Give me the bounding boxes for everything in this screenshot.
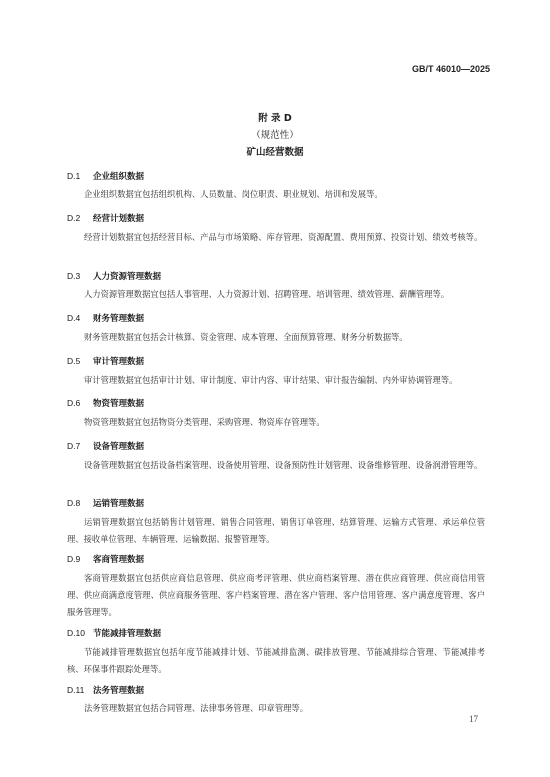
- section-body: 运销管理数据宜包括销售计划管理、销售合同管理、销售订单管理、结算管理、运输方式管理、承运单位管理、接收单位管理、车辆管理、运输数据、报警管理等。: [67, 517, 485, 544]
- standard-code: GB/T 46010—2025: [411, 64, 490, 74]
- section-title: 法务管理数据: [93, 686, 145, 696]
- section-title: 人力资源管理数据: [93, 272, 162, 282]
- section-body: 物资管理数据宜包括物资分类管理、采购管理、物资库存管理等。: [84, 417, 325, 427]
- section-number: D.7: [67, 441, 81, 451]
- section-number: D.9: [67, 554, 81, 564]
- section-title: 客商管理数据: [93, 555, 145, 565]
- section-number: D.2: [67, 213, 81, 223]
- section-heading: [67, 684, 144, 696]
- section-body: 客商管理数据宜包括供应商信息管理、供应商考评管理、供应商档案管理、潜在供应商管理、供应商信用管理、供应商满意度管理、供应商服务管理、客户档案管理、潜在客户管理、客户信用管理、客户满意度管理、客户服务管理等。: [67, 573, 485, 617]
- section-title: 节能减排管理数据: [93, 629, 162, 639]
- section-title: 运销管理数据: [93, 499, 145, 509]
- section-title: 企业组织数据: [93, 172, 145, 182]
- section-heading: [67, 397, 144, 409]
- annex-label: 附 录 D: [258, 113, 292, 124]
- section-title: 设备管理数据: [93, 442, 145, 452]
- section-body: 人力资源管理数据宜包括人事管理、人力资源计划、招聘管理、培训管理、绩效管理、薪酬管理等。: [84, 289, 450, 299]
- section-number: D.8: [67, 498, 81, 508]
- section-heading: [67, 312, 144, 324]
- section-heading: [67, 497, 144, 509]
- section-heading: [67, 553, 144, 565]
- section-body: 设备管理数据宜包括设备档案管理、设备使用管理、设备预防性计划管理、设备维修管理、设备润滑管理等。: [84, 460, 483, 470]
- section-number: D.3: [67, 271, 81, 281]
- section-heading: [67, 270, 161, 282]
- section-number: D.5: [67, 356, 81, 366]
- section-body: 节能减排管理数据宜包括年度节能减排计划、节能减排监测、碳排放管理、节能减排综合管理、节能减排考核、环保事件跟踪处理等。: [67, 647, 485, 674]
- section-body: 经营计划数据宜包括经营目标、产品与市场策略、库存管理、资源配置、费用预算、投资计划、绩效考核等。: [84, 232, 483, 242]
- section-title: 物资管理数据: [93, 399, 145, 409]
- page-number: 17: [469, 714, 478, 724]
- section-heading: [67, 212, 144, 224]
- section-heading: [67, 170, 144, 182]
- section-title: 经营计划数据: [93, 214, 145, 224]
- section-body: 法务管理数据宜包括合同管理、法律事务管理、印章管理等。: [84, 703, 309, 713]
- section-body: 审计管理数据宜包括审计计划、审计制度、审计内容、审计结果、审计报告编制、内外审协调管理等。: [84, 375, 458, 385]
- section-number: D.4: [67, 313, 81, 323]
- section-number: D.10: [67, 628, 85, 638]
- section-title: 财务管理数据: [93, 314, 145, 324]
- section-heading: [67, 440, 144, 452]
- section-heading: [67, 355, 144, 367]
- section-number: D.6: [67, 398, 81, 408]
- section-title: 审计管理数据: [93, 357, 145, 367]
- annex-title: 矿山经营数据: [246, 147, 304, 158]
- section-heading: [67, 627, 161, 639]
- section-number: D.1: [67, 171, 81, 181]
- section-body: 财务管理数据宜包括会计核算、资金管理、成本管理、全面预算管理、财务分析数据等。: [84, 332, 408, 342]
- section-number: D.11: [67, 685, 85, 695]
- section-body: 企业组织数据宜包括组织机构、人员数量、岗位职责、职业规划、培训和发展等。: [84, 189, 383, 199]
- annex-nature: （规范性）: [251, 130, 299, 141]
